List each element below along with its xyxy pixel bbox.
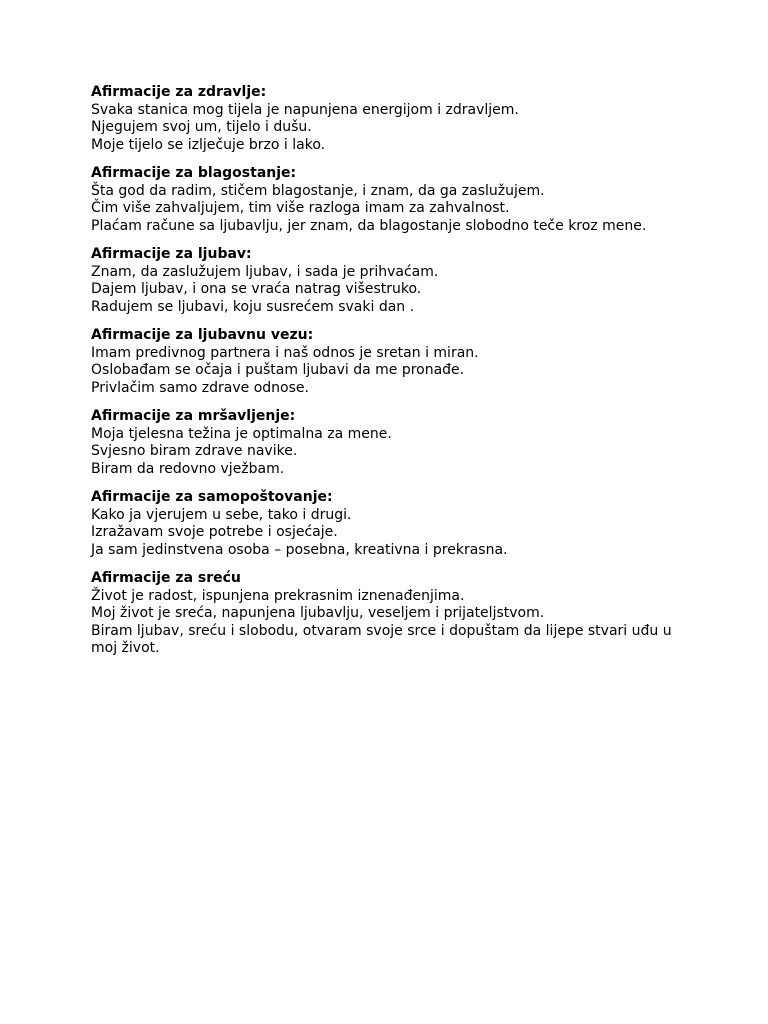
affirmation-line: Moj život je sreća, napunjena ljubavlju, veseljem i prijateljstvom. xyxy=(91,605,545,621)
affirmation-line: Kako ja vjerujem u sebe, tako i drugi. xyxy=(91,506,352,523)
affirmation-line: Radujem se ljubavi, koju susrećem svaki dan . xyxy=(91,298,415,315)
affirmation-line: Imam predivnog partnera i naš odnos je sretan i miran. xyxy=(91,344,479,361)
affirmation-line: Biram ljubav, sreću i slobodu, otvaram svoje srce i dopuštam da lijepe stvari uđu u moj život. xyxy=(91,622,672,656)
section-heading: Afirmacije za sreću xyxy=(91,570,241,586)
section-health xyxy=(91,84,691,154)
section-happiness xyxy=(91,570,691,658)
section-prosperity xyxy=(91,165,691,235)
affirmation-line: Šta god da radim, stičem blagostanje, i znam, da ga zaslužujem. xyxy=(91,182,545,199)
affirmation-line: Plaćam račune sa ljubavlju, jer znam, da blagostanje slobodno teče kroz mene. xyxy=(91,217,647,234)
affirmation-line: Ja sam jedinstvena osoba – posebna, kreativna i prekrasna. xyxy=(91,541,508,558)
section-self-esteem xyxy=(91,489,691,559)
section-heading: Afirmacije za ljubav: xyxy=(91,246,252,262)
affirmation-line: Čim više zahvaljujem, tim više razloga imam za zahvalnost. xyxy=(91,200,510,216)
document-body xyxy=(91,84,691,669)
section-heading: Afirmacije za ljubavnu vezu: xyxy=(91,327,314,343)
affirmation-line: Moje tijelo se izlječuje brzo i lako. xyxy=(91,136,326,153)
section-love xyxy=(91,246,691,316)
section-relationship xyxy=(91,327,691,397)
affirmation-line: Biram da redovno vježbam. xyxy=(91,460,285,477)
affirmation-line: Izražavam svoje potrebe i osjećaje. xyxy=(91,524,338,540)
affirmation-line: Dajem ljubav, i ona se vraća natrag višestruko. xyxy=(91,281,422,297)
section-weight-loss xyxy=(91,408,691,478)
affirmation-line: Oslobađam se očaja i puštam ljubavi da me pronađe. xyxy=(91,362,465,378)
affirmation-line: Život je radost, ispunjena prekrasnim iznenađenjima. xyxy=(91,587,465,604)
affirmation-line: Moja tjelesna težina je optimalna za mene. xyxy=(91,425,392,442)
section-heading: Afirmacije za blagostanje: xyxy=(91,165,297,181)
affirmation-line: Svjesno biram zdrave navike. xyxy=(91,443,298,459)
affirmation-line: Njegujem svoj um, tijelo i dušu. xyxy=(91,119,312,135)
affirmation-line: Znam, da zaslužujem ljubav, i sada je prihvaćam. xyxy=(91,263,439,280)
section-heading: Afirmacije za mršavljenje: xyxy=(91,408,296,424)
affirmation-line: Svaka stanica mog tijela je napunjena energijom i zdravljem. xyxy=(91,101,519,118)
affirmation-line: Privlačim samo zdrave odnose. xyxy=(91,379,309,396)
section-heading: Afirmacije za zdravlje: xyxy=(91,84,267,100)
section-heading: Afirmacije za samopoštovanje: xyxy=(91,489,333,505)
